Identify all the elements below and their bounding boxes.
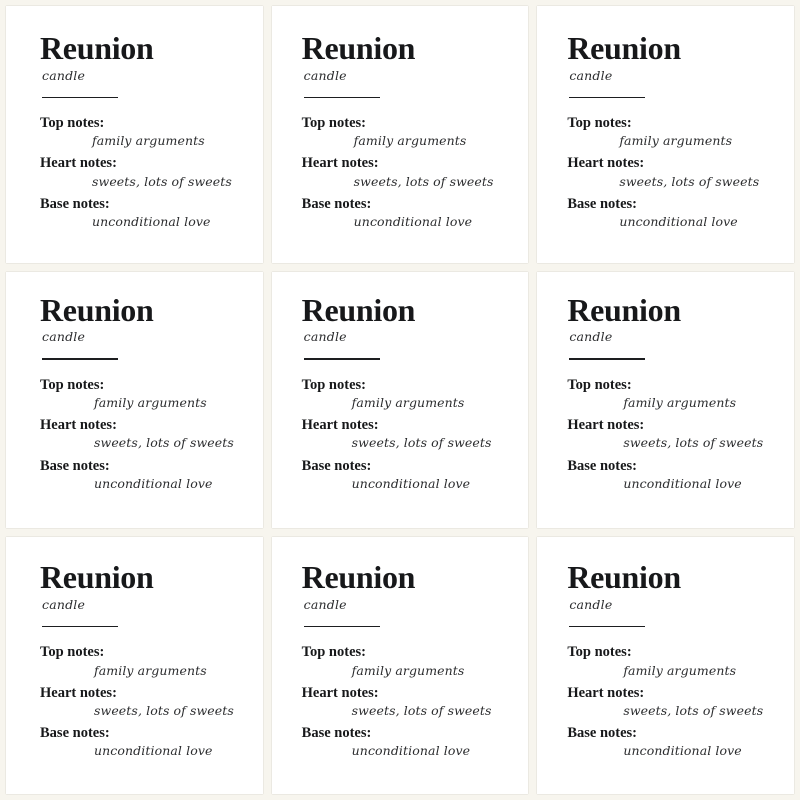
note-row [567,195,772,230]
note-label: Base notes: [567,195,638,212]
note-label: Top notes: [40,115,105,132]
note-value: unconditional love [94,743,213,759]
notes-list [40,643,241,759]
label-title: Reunion [40,30,154,66]
note-label: Base notes: [40,195,110,212]
note-label: Heart notes: [301,684,379,701]
note-label: Heart notes: [567,155,645,172]
note-value: sweets, lots of sweets [94,435,234,451]
note-label: Heart notes: [301,155,379,172]
note-value: family arguments [623,662,737,678]
label-card [6,537,263,794]
note-value: sweets, lots of sweets [92,173,232,189]
note-label: Heart notes: [40,684,117,701]
note-value: family arguments [623,394,737,410]
note-label: Top notes: [40,644,105,661]
note-label: Top notes: [301,115,366,132]
label-title: Reunion [301,559,416,596]
note-value: unconditional love [623,475,742,491]
label-subtitle: candle [42,329,86,345]
note-value: family arguments [353,133,467,149]
note-label: Top notes: [567,115,632,132]
note-row [567,457,772,492]
notes-list [302,376,507,492]
note-label: Base notes: [40,725,110,742]
note-row [40,376,241,411]
note-row [40,114,241,149]
note-value: sweets, lots of sweets [351,702,492,718]
note-row [40,724,241,759]
note-row [40,154,241,189]
note-label: Base notes: [301,195,372,212]
label-title: Reunion [301,30,416,66]
label-subtitle: candle [303,596,347,612]
label-subtitle: candle [42,596,86,612]
note-value: unconditional love [351,475,471,491]
divider [42,97,118,99]
note-row [567,154,772,189]
note-row [302,114,507,149]
note-value: sweets, lots of sweets [94,702,234,718]
note-row [567,724,772,759]
note-label: Heart notes: [567,684,645,701]
note-label: Top notes: [301,376,366,393]
note-value: family arguments [94,662,207,678]
note-label: Heart notes: [40,155,117,172]
label-card [537,272,794,529]
notes-list [567,114,772,230]
note-row [567,376,772,411]
note-row [302,416,507,451]
note-value: unconditional love [353,213,473,229]
note-value: sweets, lots of sweets [619,173,760,189]
label-card [537,6,794,263]
note-row [302,376,507,411]
divider [304,97,380,99]
divider [42,626,118,628]
divider [569,97,645,99]
label-card [537,537,794,794]
note-value: family arguments [619,133,733,149]
note-value: family arguments [94,394,207,410]
note-row [40,195,241,230]
note-row [567,114,772,149]
note-value: sweets, lots of sweets [353,173,494,189]
note-row [40,416,241,451]
label-title: Reunion [567,30,681,66]
notes-list [40,114,241,230]
label-title: Reunion [567,291,681,328]
label-title: Reunion [301,291,416,328]
note-label: Top notes: [301,644,366,661]
divider [569,626,645,628]
note-row [302,724,507,759]
note-value: sweets, lots of sweets [351,435,492,451]
note-value: family arguments [92,133,205,149]
note-label: Top notes: [567,376,632,393]
note-value: unconditional love [623,743,742,759]
note-label: Base notes: [567,725,638,742]
notes-list [567,643,772,759]
label-card [272,537,529,794]
divider [304,358,380,360]
note-row [302,684,507,719]
label-title: Reunion [40,291,154,328]
note-label: Base notes: [301,725,372,742]
label-subtitle: candle [569,329,613,345]
note-value: family arguments [351,394,465,410]
divider [569,358,645,360]
label-subtitle: candle [303,329,347,345]
divider [304,626,380,628]
note-row [40,457,241,492]
note-row [40,643,241,678]
note-row [302,643,507,678]
note-row [567,684,772,719]
note-value: unconditional love [92,213,211,229]
label-subtitle: candle [303,67,347,83]
note-row [567,643,772,678]
label-card [6,272,263,529]
note-row [567,416,772,451]
notes-list [302,643,507,759]
label-card [272,272,529,529]
label-card [272,6,529,263]
label-card [6,6,263,263]
notes-list [302,114,507,230]
note-row [40,684,241,719]
label-subtitle: candle [569,67,613,83]
note-label: Base notes: [567,457,638,474]
notes-list [567,376,772,492]
divider [42,358,118,360]
label-subtitle: candle [42,67,86,83]
note-value: unconditional love [619,213,738,229]
notes-list [40,376,241,492]
note-value: sweets, lots of sweets [623,702,764,718]
note-label: Top notes: [40,376,105,393]
note-row [302,154,507,189]
label-title: Reunion [40,559,154,596]
note-label: Base notes: [301,457,372,474]
note-label: Heart notes: [567,417,645,434]
note-label: Heart notes: [40,417,117,434]
label-subtitle: candle [569,596,613,612]
note-row [302,457,507,492]
note-label: Top notes: [567,644,632,661]
note-value: unconditional love [94,475,213,491]
note-label: Heart notes: [301,417,379,434]
note-value: family arguments [351,662,465,678]
label-title: Reunion [567,559,681,596]
note-value: sweets, lots of sweets [623,435,764,451]
note-value: unconditional love [351,743,471,759]
note-label: Base notes: [40,457,110,474]
note-row [302,195,507,230]
